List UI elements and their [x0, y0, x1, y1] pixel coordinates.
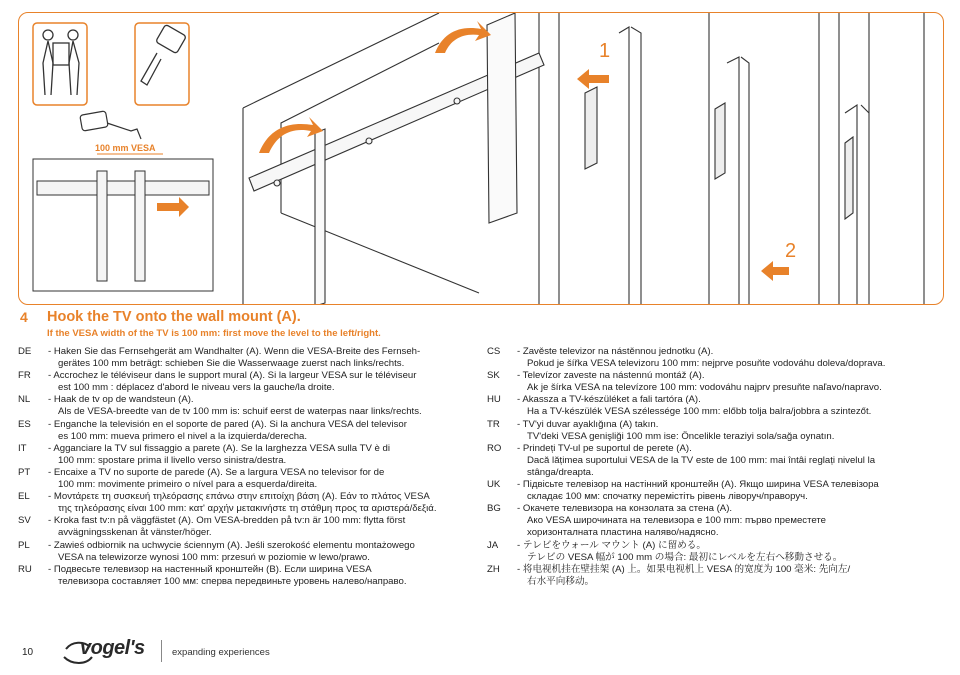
instruction-line: TV'deki VESA genişliği 100 mm ise: Öncelikle teraziyi sola/sağa oynatın.	[527, 430, 835, 442]
language-entry-pt	[18, 467, 474, 491]
language-text	[517, 503, 947, 539]
instruction-line: Dacă lățimea suportului VESA de la TV este de 100 mm: mai întâi reglați nivelul la	[527, 454, 876, 466]
language-code: DE	[18, 346, 32, 357]
instruction-line: - Zawieś odbiornik na uchwycie ściennym (A). Jeśli szerokość elementu montażowego	[48, 539, 415, 551]
language-entry-nl	[18, 394, 474, 418]
language-entry-tr	[487, 419, 947, 443]
language-code: IT	[18, 442, 27, 454]
vesa-dimension-label: 100 mm VESA	[95, 143, 156, 153]
instruction-line: - Encaixe a TV no suporte de parede (A). Se a largura VESA no televisor for de	[48, 466, 385, 478]
arrow-one-label: 1	[599, 40, 611, 62]
language-text	[517, 370, 947, 394]
language-code: RU	[18, 563, 32, 575]
language-entry-sk	[487, 370, 947, 394]
illustration-panel	[18, 12, 944, 305]
instruction-line: 100 mm: spostare prima il livello verso sinistra/destra.	[58, 454, 287, 466]
instruction-line: της τηλεόρασης είναι 100 mm: κατ' αρχήν μετακινήστε τη στάθμη προς τα αριστερά/δεξιά.	[58, 503, 437, 515]
instruction-line: - Prindeți TV-ul pe suportul de perete (A).	[517, 442, 692, 454]
instruction-line: - Haak de tv op de wandsteun (A).	[48, 394, 194, 406]
instruction-line: хоризонталната пластина наляво/надясно.	[527, 527, 719, 539]
language-code: SK	[487, 370, 500, 382]
instruction-line: - 将电视机挂在壁挂架 (A) 上。如果电视机上 VESA 的宽度为 100 毫米: 先向左/	[517, 563, 851, 575]
language-code: UK	[487, 479, 501, 491]
tape-measure-icon	[141, 24, 186, 85]
instruction-line: - Televízor zaveste na nástennú montáž (A).	[517, 370, 705, 382]
instruction-line: - Kroka fast tv:n på väggfästet (A). Om VESA-bredden på tv:n är 100 mm: flytta först	[48, 515, 406, 527]
language-code: CS	[487, 346, 501, 357]
language-entry-zh	[487, 564, 947, 588]
instruction-line: Pokud je šířka VESA televizoru 100 mm: nejprve posuňte vodováhu doleva/doprava.	[527, 358, 886, 370]
mounting-illustration	[19, 13, 944, 305]
mount-detail-frame	[33, 159, 213, 291]
instruction-line: VESA na telewizorze wynosi 100 mm: przesuń w poziomie w lewo/prawo.	[58, 551, 370, 563]
language-code: FR	[18, 370, 31, 382]
language-entry-fr	[18, 370, 474, 394]
language-entry-sv	[18, 515, 474, 539]
instruction-line: - Haken Sie das Fernsehgerät am Wandhalter (A). Wenn die VESA-Breite des Fernseh-	[48, 346, 421, 357]
step-title: Hook the TV onto the wall mount (A).	[47, 309, 301, 325]
language-text	[48, 540, 474, 564]
instruction-line: - TV'yi duvar ayaklığına (A) takın.	[517, 418, 659, 430]
language-entry-ja	[487, 540, 947, 564]
language-entry-de	[18, 346, 474, 370]
language-text	[517, 394, 947, 418]
brand-name: vogel's	[80, 637, 145, 659]
language-entry-cs	[487, 346, 947, 370]
instructions-right-column	[487, 346, 947, 588]
instruction-line: - Accrochez le téléviseur dans le support mural (A). Si la largeur VESA sur le téléviseur	[48, 370, 417, 382]
language-code: TR	[487, 418, 500, 430]
mount-detail	[37, 171, 209, 281]
language-entry-it	[18, 443, 474, 467]
language-entry-ro	[487, 443, 947, 479]
instruction-line: 右水平向移动。	[527, 575, 595, 587]
language-code: SV	[18, 515, 31, 527]
language-text	[517, 479, 947, 503]
language-text	[48, 419, 474, 443]
language-code: PL	[18, 539, 30, 551]
instruction-line: stânga/dreapta.	[527, 466, 594, 478]
instruction-line: Ha a TV-készülék VESA szélessége 100 mm: előbb tolja balra/jobbra a szintezőt.	[527, 406, 872, 418]
two-person-lift-icon	[43, 30, 79, 95]
arrow-two-label: 2	[785, 240, 797, 262]
instruction-line: - Подвесьте телевизор на настенный кронштейн (B). Если ширина VESA	[48, 563, 372, 575]
slide-right-arrow-icon	[157, 197, 189, 217]
language-text	[48, 467, 474, 491]
language-text	[48, 515, 474, 539]
language-text	[517, 419, 947, 443]
instruction-line: 100 mm: movimente primeiro o nível para a esquerda/direita.	[58, 479, 318, 491]
tape-measure-icon-frame	[135, 23, 189, 105]
instruction-line: Ak je šírka VESA na televízore 100 mm: vodováhu najprv presuňte naľavo/napravo.	[527, 382, 882, 394]
mount-strips	[315, 13, 517, 305]
instruction-line: - Підвісьте телевізор на настінний кронштейн (A). Якщо ширина VESA телевізора	[517, 479, 879, 491]
instruction-line: - Μοντάρετε τη συσκευή τηλεόρασης επάνω στην επιτοίχη βάση (A). Εάν το πλάτος VESA	[48, 491, 430, 503]
language-code: HU	[487, 394, 501, 406]
instruction-line: складає 100 мм: спочатку перемістіть рівень ліворуч/праворуч.	[527, 491, 808, 503]
instruction-line: - Zavěste televizor na nástěnnou jednotku (A).	[517, 346, 714, 357]
language-text	[48, 394, 474, 418]
language-entry-pl	[18, 540, 474, 564]
language-code: ZH	[487, 563, 500, 575]
instruction-line: gerätes 100 mm beträgt: schieben Sie die Wasserwaage zuerst nach links/rechts.	[58, 358, 405, 370]
language-code: NL	[18, 394, 31, 406]
language-text	[517, 443, 947, 479]
tv-side-view	[585, 13, 924, 305]
language-text	[48, 346, 474, 370]
instruction-line: - Enganche la televisión en el soporte de pared (A). Si la anchura VESA del televisor	[48, 418, 407, 430]
language-code: JA	[487, 539, 499, 551]
language-text	[517, 540, 947, 564]
language-entry-hu	[487, 394, 947, 418]
instruction-line: テレビの VESA 幅が 100 mm の場合: 最初にレベルを左右へ移動させる。	[527, 551, 843, 563]
instruction-line: телевизора составляет 100 мм: сперва передвиньте уровень налево/направо.	[58, 575, 407, 587]
language-entry-uk	[487, 479, 947, 503]
small-tape-measure-icon	[80, 111, 141, 139]
instruction-line: - Окачете телевизора на конзолата за стена (A).	[517, 503, 733, 515]
language-entry-es	[18, 419, 474, 443]
language-text	[48, 564, 474, 588]
push-arrow-icon	[761, 261, 789, 281]
instruction-line: - Akassza a TV-készüléket a fali tartóra (A).	[517, 394, 701, 406]
language-text	[517, 346, 947, 370]
language-code: RO	[487, 442, 502, 454]
footer-divider	[161, 640, 162, 662]
instructions-left-column	[18, 346, 474, 588]
language-text	[48, 491, 474, 515]
hook-arrow-right-icon	[435, 21, 491, 53]
instruction-line: - テレビをウォール マウント (A) に留める。	[517, 539, 706, 551]
language-text	[48, 370, 474, 394]
hook-arrow-left-icon	[259, 117, 323, 153]
brand-tagline: expanding experiences	[172, 647, 270, 658]
language-entry-el	[18, 491, 474, 515]
language-entry-bg	[487, 503, 947, 539]
language-text	[48, 443, 474, 467]
step-subtitle: If the VESA width of the TV is 100 mm: first move the level to the left/right.	[47, 328, 381, 339]
language-code: EL	[18, 491, 30, 503]
instruction-line: Ако VESA широчината на телевизора е 100 mm: първо преместете	[527, 515, 826, 527]
language-text	[517, 564, 947, 588]
lift-arrow-icon	[577, 69, 609, 89]
instruction-line: Als de VESA-breedte van de tv 100 mm is: schuif eerst de waterpas naar links/rechts.	[58, 406, 422, 418]
step-number: 4	[20, 309, 28, 325]
instruction-line: - Agganciare la TV sul fissaggio a parete (A). Se la larghezza VESA sulla TV è di	[48, 442, 391, 454]
instruction-line: avvägningsskenan åt vänster/höger.	[58, 527, 212, 539]
language-entry-ru	[18, 564, 474, 588]
language-code: BG	[487, 503, 501, 515]
language-code: ES	[18, 418, 31, 430]
page-number: 10	[22, 647, 34, 658]
instruction-line: est 100 mm : déplacez d'abord le niveau vers la gauche/la droite.	[58, 382, 335, 394]
language-code: PT	[18, 466, 31, 478]
instruction-line: es 100 mm: mueva primero el nivel a la izquierda/derecha.	[58, 430, 308, 442]
